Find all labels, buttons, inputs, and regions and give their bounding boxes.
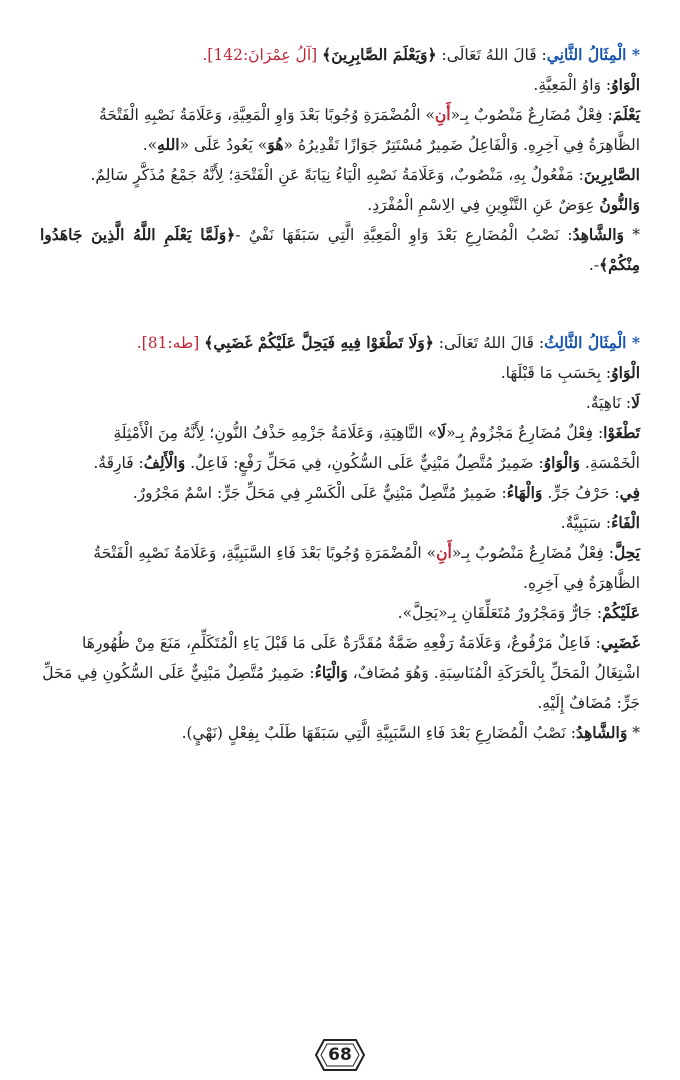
term: الصَّابِرِينَ bbox=[583, 165, 640, 184]
term-explanation: : حَرْفُ جَرٍّ. bbox=[542, 484, 620, 502]
parse-line bbox=[40, 130, 640, 160]
parse-line bbox=[40, 508, 640, 538]
term-explanation: : نَصْبُ الْمُضَارِعِ بَعْدَ وَاوِ الْمَعِيَّةِ الَّتِي سَبَقَهَا نَفْيٌ - bbox=[235, 226, 573, 244]
term-explanation: : نَاهِيَةٌ. bbox=[585, 394, 632, 412]
parse-line bbox=[40, 598, 640, 628]
parse-line bbox=[40, 568, 640, 598]
term-explanation: : ضَمِيرٌ مُتَّصِلٌ مَبْنِيٌّ عَلَى السُّكُونِ، فِي مَحَلِّ رَفْعٍ: فَاعِلٌ. bbox=[185, 454, 544, 472]
term: وَالْيَاءُ bbox=[314, 663, 348, 682]
term-explanation: » الْمُضْمَرَةِ وُجُوبًا بَعْدَ وَاوِ الْمَعِيَّةِ، وَعَلَامَةُ نَصْبِهِ الْفَتْحَةُ bbox=[98, 106, 435, 124]
parse-line bbox=[40, 70, 640, 100]
highlight: أَنِ bbox=[436, 543, 452, 562]
example-2-heading: الْمِثَالُ الثَّانِي bbox=[546, 45, 627, 64]
term-explanation: : سَبَبِيَّةٌ. bbox=[560, 514, 612, 532]
term: يَحِلَّ bbox=[613, 543, 640, 562]
term: عَلَيْكُمْ bbox=[602, 603, 640, 622]
star-bullet: * bbox=[627, 724, 640, 742]
example-3-heading-line bbox=[40, 328, 640, 358]
term-explanation: : مَفْعُولٌ بِهِ، مَنْصُوبٌ، وَعَلَامَةُ نَصْبِهِ الْيَاءُ نِيَابَةً عَنِ الْفَتْحَةِ؛ لِأَنَّهُ جَمْعُ مُذَكَّرٍ سَالِمٌ. bbox=[90, 166, 584, 184]
parse-line bbox=[40, 688, 640, 718]
term-explanation: : بِحَسَبِ مَا قَبْلَهَا. bbox=[500, 364, 612, 382]
term-explanation: » الْمُضْمَرَةِ وُجُوبًا بَعْدَ فَاءِ السَّبَبِيَّةِ، وَعَلَامَةُ نَصْبِهِ الْفَتْحَةُ bbox=[93, 544, 437, 562]
term-explanation: جَرٍّ: مُضَافٌ إِلَيْهِ. bbox=[537, 694, 640, 712]
term: لَا bbox=[631, 393, 640, 412]
parse-line bbox=[40, 190, 640, 220]
verse: ﴿وَلَا تَطْغَوْا فِيهِ فَيَحِلَّ عَلَيْكُمْ غَضَبِي﴾ bbox=[204, 333, 434, 352]
page-number-footer bbox=[0, 1038, 680, 1072]
term: وَالْوَاوُ bbox=[543, 453, 580, 472]
parse-line bbox=[40, 100, 640, 130]
term-explanation: : وَاوُ الْمَعِيَّةِ. bbox=[533, 76, 612, 94]
verse-reference: [آلُ عِمْرَانَ:142]. bbox=[202, 46, 323, 64]
parse-line bbox=[40, 538, 640, 568]
term-explanation: » يَعُودُ عَلَى « bbox=[179, 136, 268, 154]
parse-line bbox=[40, 160, 640, 190]
highlight: أَنِ bbox=[434, 105, 451, 124]
term-explanation: اشْتِغَالُ الْمَحَلِّ بِالْحَرَكَةِ الْمُنَاسِبَةِ. وَهُوَ مُضَافٌ، bbox=[347, 664, 640, 682]
term-explanation: : فِعْلٌ مُضَارِعٌ مَجْزُومٌ بِـ« bbox=[446, 424, 604, 442]
term-explanation: : فَاعِلٌ مَرْفُوعٌ، وَعَلَامَةُ رَفْعِهِ ضَمَّةٌ مُقَدَّرَةٌ عَلَى مَا قَبْلَ يَاءِ الْمُتَكَلِّمِ، مَنَعَ مِنْ ظُهُورِهَا bbox=[82, 634, 601, 652]
evidence-line bbox=[40, 220, 640, 280]
verse: ﴿وَلَمَّا يَعْلَمِ اللَّهُ الَّذِينَ جَاهَدُوا مِنْكُمْ﴾ bbox=[40, 225, 640, 274]
example-3-heading: الْمِثَالُ الثَّالِثُ bbox=[544, 333, 627, 352]
term-explanation: الْخَمْسَةِ. bbox=[580, 454, 640, 472]
term: الْوَاوُ bbox=[611, 75, 640, 94]
term-explanation: الظَّاهِرَةُ فِي آخِرِهِ. bbox=[523, 574, 640, 592]
parse-line bbox=[40, 418, 640, 448]
term-explanation: الظَّاهِرَةُ فِي آخِرِهِ. وَالْفَاعِلُ ضَمِيرٌ مُسْتَتِرٌ جَوَازًا تَقْدِيرُهُ « bbox=[283, 136, 640, 154]
parse-line bbox=[40, 658, 640, 688]
evidence-line bbox=[40, 718, 640, 748]
term: الْوَاوُ bbox=[611, 363, 640, 382]
verse-reference: [طه:81]. bbox=[136, 334, 205, 352]
term-explanation: » النَّاهِيَةِ، وَعَلَامَةُ جَزْمِهِ حَذْفُ النُّونِ؛ لِأَنَّهُ مِنَ الْأَمْثِلَةِ bbox=[113, 424, 438, 442]
star-bullet: * bbox=[626, 333, 640, 352]
term-explanation: : فَارِقَةٌ. bbox=[93, 454, 144, 472]
term-explanation: : فِعْلٌ مُضَارِعٌ مَنْصُوبٌ بِـ« bbox=[450, 106, 613, 124]
term-explanation: : فِعْلٌ مُضَارِعٌ مَنْصُوبٌ بِـ« bbox=[451, 544, 614, 562]
parse-line bbox=[40, 478, 640, 508]
term-explanation: : ضَمِيرٌ مُتَّصِلٌ مَبْنِيٌّ عَلَى السُّكُونِ فِي مَحَلِّ bbox=[42, 664, 315, 682]
term: الْفَاءُ bbox=[611, 513, 640, 532]
term: يَعْلَمَ bbox=[612, 105, 640, 124]
page-number-badge bbox=[314, 1038, 366, 1072]
highlight: اللهِ bbox=[157, 135, 180, 154]
star-bullet: * bbox=[623, 226, 640, 244]
section-gap bbox=[40, 280, 640, 328]
verse: ﴿وَيَعْلَمَ الصَّابِرِينَ﴾ bbox=[322, 45, 437, 64]
highlight: لَا bbox=[437, 423, 447, 442]
parse-line bbox=[40, 388, 640, 418]
term: وَالنُّونُ bbox=[599, 195, 640, 214]
star-bullet: * bbox=[626, 45, 640, 64]
example-2-heading-line bbox=[40, 40, 640, 70]
term: وَالْأَلِفُ bbox=[143, 453, 186, 472]
page-body bbox=[40, 40, 640, 748]
term: فِي bbox=[619, 483, 640, 502]
term: وَالشَّاهِدُ bbox=[575, 723, 628, 742]
term-explanation: : نَصْبُ الْمُضَارِعِ بَعْدَ فَاءِ السَّبَبِيَّةِ الَّتِي سَبَقَهَا طَلَبٌ بِفِعْلٍ (نَهْيٍ). bbox=[181, 724, 576, 742]
parse-line bbox=[40, 358, 640, 388]
highlight: هُوَ bbox=[267, 135, 284, 154]
parse-line bbox=[40, 448, 640, 478]
parse-line bbox=[40, 628, 640, 658]
term: وَالشَّاهِدُ bbox=[572, 225, 624, 244]
intro-text: : قَالَ اللهُ تَعَالَى: bbox=[436, 46, 547, 64]
term-explanation: : جَارٌّ وَمَجْرُورٌ مُتَعَلِّقَانِ بِـ«يَحِلَّ». bbox=[397, 604, 603, 622]
term-explanation: ». bbox=[142, 136, 158, 154]
term: غَضَبِي bbox=[600, 633, 640, 652]
page-number: 68 bbox=[328, 1045, 352, 1065]
term-explanation: -. bbox=[588, 256, 600, 274]
term-explanation: : ضَمِيرٌ مُتَّصِلٌ مَبْنِيٌّ عَلَى الْكَسْرِ فِي مَحَلِّ جَرٍّ: اسْمٌ مَجْرُورٌ. bbox=[132, 484, 507, 502]
term: تَطْغَوْا bbox=[603, 423, 640, 442]
term: وَالْهَاءُ bbox=[506, 483, 543, 502]
intro-text: : قَالَ اللهُ تَعَالَى: bbox=[433, 334, 545, 352]
term-explanation: عِوَضٌ عَنِ التَّنْوِينِ فِي الِاسْمِ الْمُفْرَدِ. bbox=[367, 196, 600, 214]
